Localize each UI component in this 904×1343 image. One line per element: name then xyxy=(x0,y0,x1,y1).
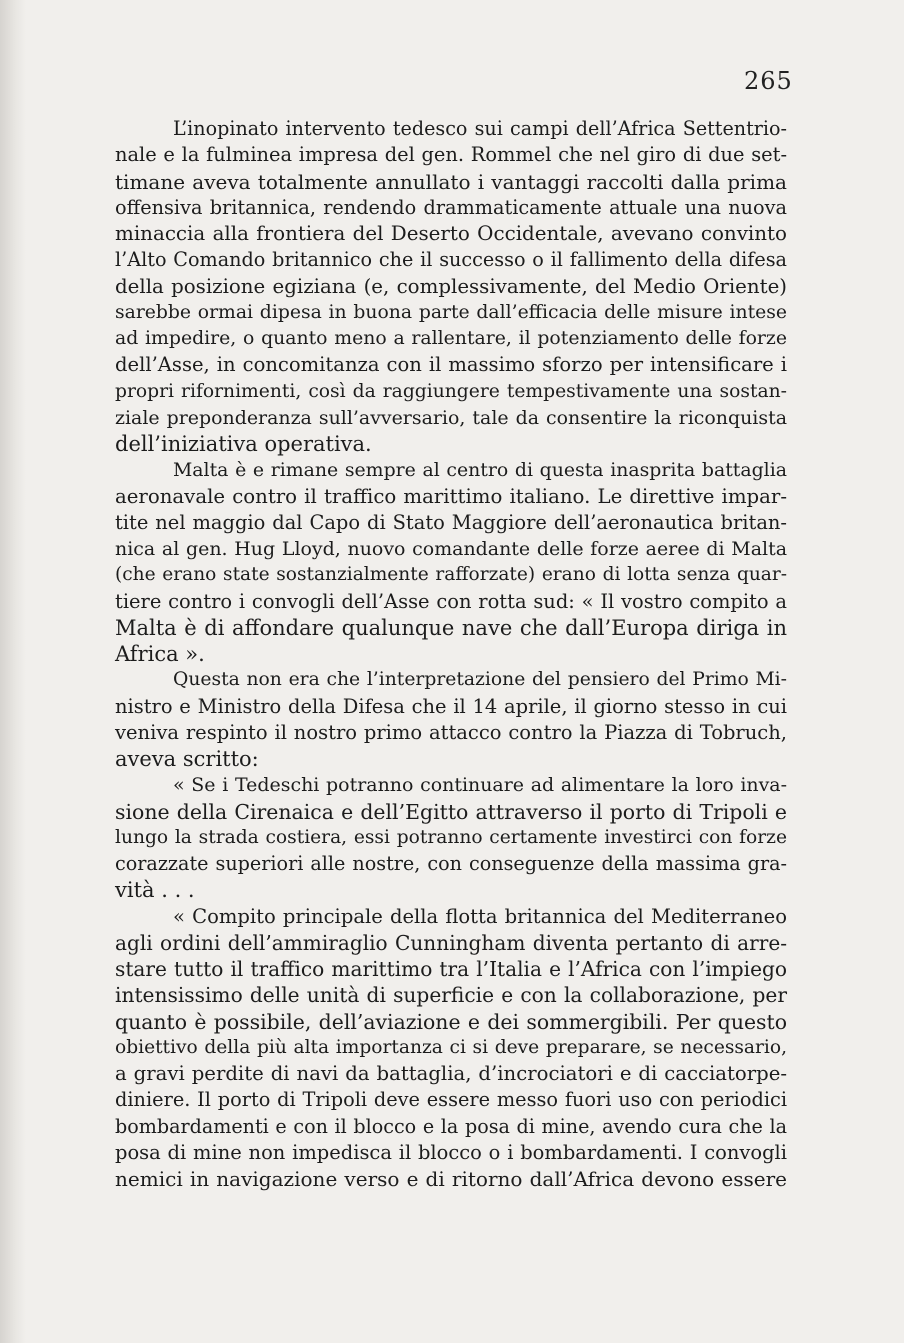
text-line: lungo la strada costiera, essi potranno certamente investirci con forze xyxy=(115,826,787,848)
text-line: a gravi perdite di navi da battaglia, d’incrociatori e di cacciatorpe- xyxy=(115,1062,787,1085)
text-line: quanto è possibile, dell’aviazione e dei sommergibili. Per questo xyxy=(115,1009,787,1034)
text-line: dell’iniziativa operativa. xyxy=(115,432,372,456)
page-gutter-shadow xyxy=(0,0,26,1343)
text-line: sarebbe ormai dipesa in buona parte dall’efficacia delle misure intese xyxy=(115,301,787,323)
text-line: obiettivo della più alta importanza ci si deve preparare, se necessario, xyxy=(115,1036,787,1058)
text-line: Malta è di affondare qualunque nave che dall’Europa diriga in xyxy=(115,615,787,640)
text-line: vità . . . xyxy=(115,878,195,903)
text-line: nemici in navigazione verso e di ritorno dall’Africa devono essere xyxy=(115,1167,787,1191)
text-line: minaccia alla frontiera del Deserto Occidentale, avevano convinto xyxy=(115,222,787,245)
text-line: propri rifornimenti, così da raggiungere tempestivamente una sostan- xyxy=(115,380,787,402)
text-line: L’inopinato intervento tedesco sui campi dell’Africa Settentrio- xyxy=(173,117,787,140)
text-line: diniere. Il porto di Tripoli deve essere messo fuori uso con periodici xyxy=(115,1088,787,1112)
text-line: stare tutto il traffico marittimo tra l’Italia e l’Africa con l’impiego xyxy=(115,957,787,981)
text-line: ziale preponderanza sull’avversario, tale da consentire la riconquista xyxy=(115,406,787,429)
text-line: dell’Asse, in concomitanza con il massimo sforzo per intensificare i xyxy=(115,353,787,377)
text-line: nistro e Ministro della Difesa che il 14 aprile, il giorno stesso in cui xyxy=(115,694,787,718)
text-line: timane aveva totalmente annullato i vantaggi raccolti dalla prima xyxy=(115,169,787,194)
text-line: intensissimo delle unità di superficie e con la collaborazione, per xyxy=(115,983,787,1008)
text-line: tite nel maggio dal Capo di Stato Maggiore dell’aeronautica britan- xyxy=(115,510,787,534)
text-line: « Se i Tedeschi potranno continuare ad alimentare la loro inva- xyxy=(173,774,787,797)
text-line: (che erano state sostanzialmente rafforzate) erano di lotta senza quar- xyxy=(115,564,787,586)
text-line: della posizione egiziana (e, complessivamente, del Medio Oriente) xyxy=(115,274,787,298)
text-line: corazzate superiori alle nostre, con conseguenze della massima gra- xyxy=(115,852,787,875)
text-line: l’Alto Comando britannico che il successo o il fallimento della difesa xyxy=(115,248,787,272)
text-line: veniva respinto il nostro primo attacco contro la Piazza di Tobruch, xyxy=(115,720,787,744)
page-number: 265 xyxy=(744,67,793,95)
text-line: sione della Cirenaica e dell’Egitto attraverso il porto di Tripoli e xyxy=(115,799,787,824)
text-line: nica al gen. Hug Lloyd, nuovo comandante delle forze aeree di Malta xyxy=(115,538,787,560)
text-line: « Compito principale della flotta britannica del Mediterraneo xyxy=(173,904,787,928)
text-line: posa di mine non impedisca il blocco o i bombardamenti. I convogli xyxy=(115,1140,787,1164)
text-line: Malta è e rimane sempre al centro di questa inasprita battaglia xyxy=(173,459,787,482)
text-line: Questa non era che l’interpretazione del pensiero del Primo Mi- xyxy=(173,669,787,691)
text-line: nale e la fulminea impresa del gen. Rommel che nel giro di due set- xyxy=(115,143,787,167)
text-line: bombardamenti e con il blocco e la posa di mine, avendo cura che la xyxy=(115,1114,787,1138)
body-text xyxy=(115,116,787,1192)
text-line: Africa ». xyxy=(115,642,205,666)
text-line: agli ordini dell’ammiraglio Cunningham diventa pertanto di arre- xyxy=(115,930,787,955)
text-line: aveva scritto: xyxy=(115,747,259,771)
text-line: aeronavale contro il traffico marittimo italiano. Le direttive impar- xyxy=(115,484,787,508)
text-line: ad impedire, o quanto meno a rallentare, il potenziamento delle forze xyxy=(115,328,787,349)
text-line: offensiva britannica, rendendo drammaticamente attuale una nuova xyxy=(115,195,787,219)
text-line: tiere contro i convogli dell’Asse con rotta sud: « Il vostro compito a xyxy=(115,589,787,613)
